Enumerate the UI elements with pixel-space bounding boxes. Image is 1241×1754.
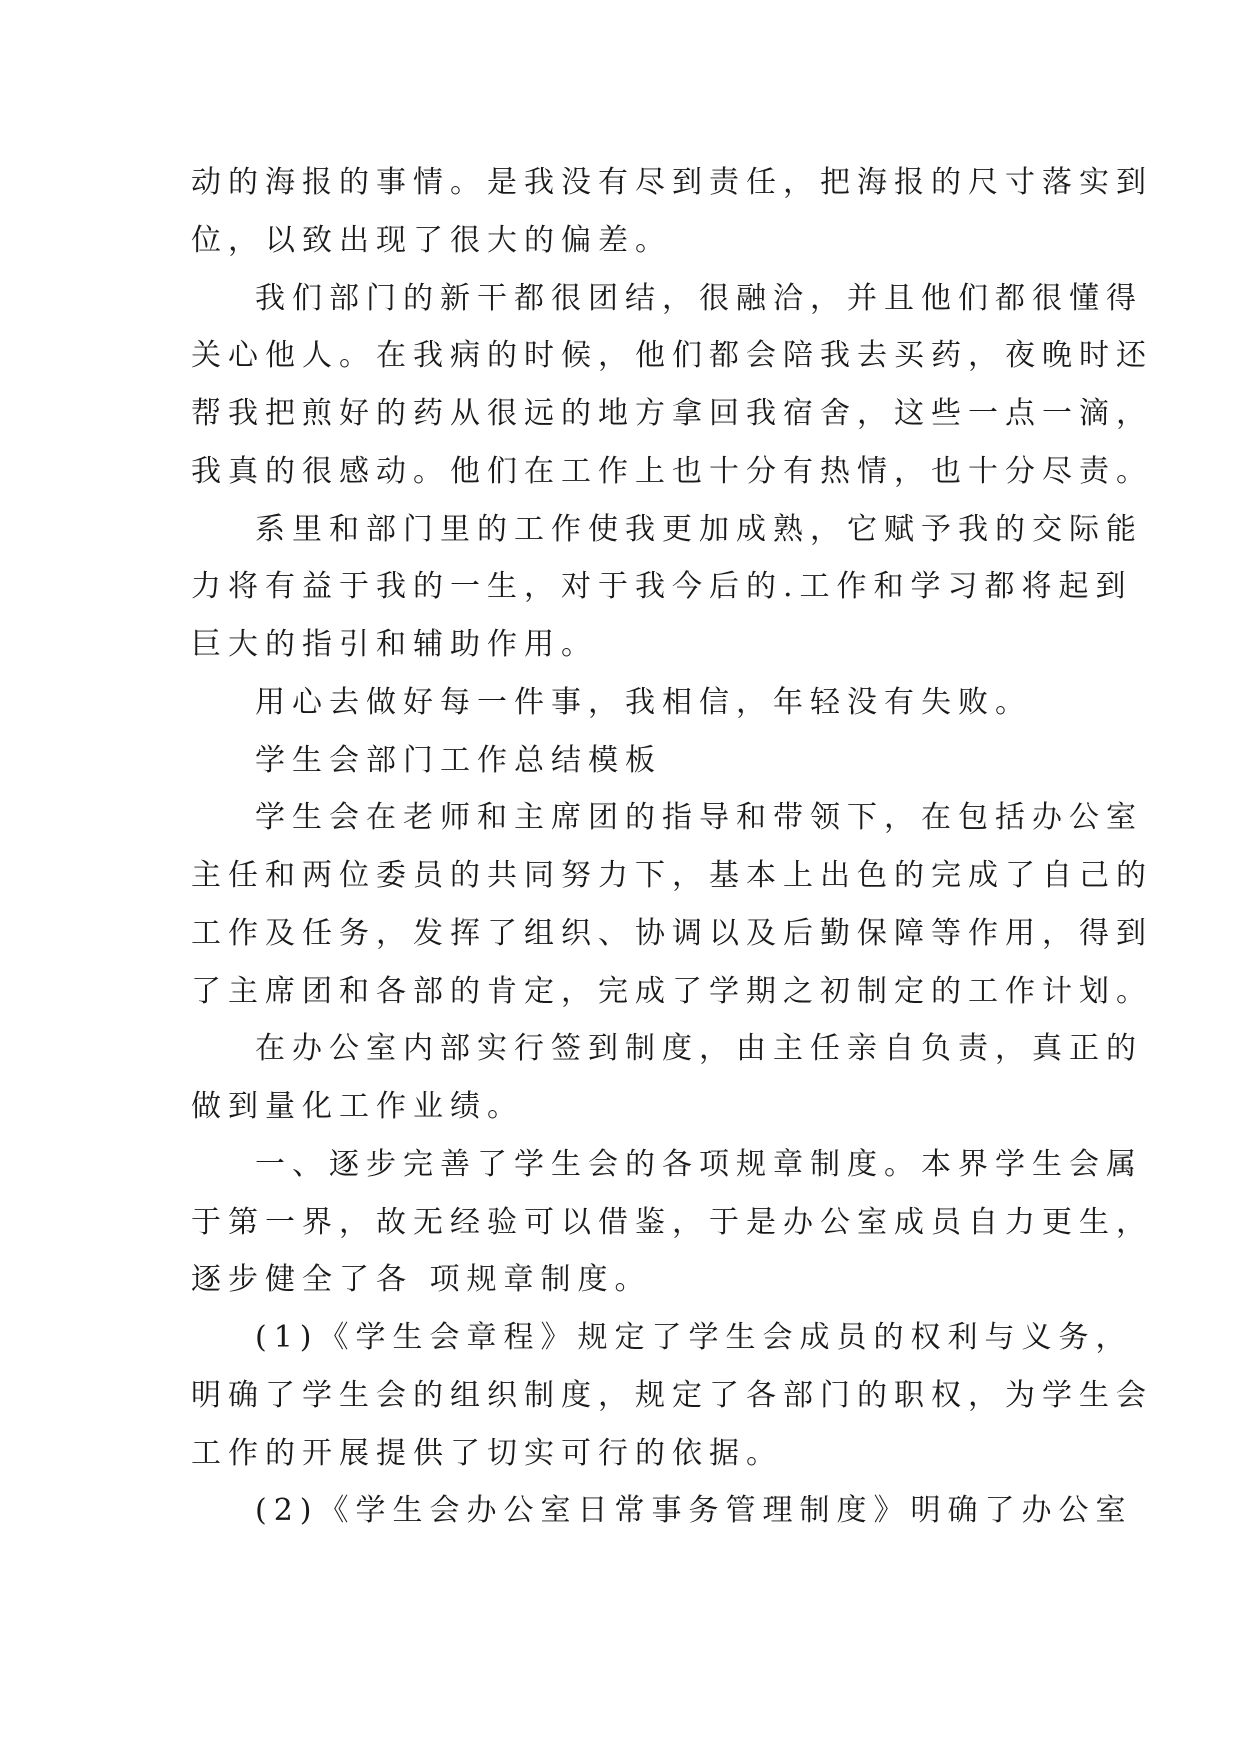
text-line: 工作的开展提供了切实可行的依据。: [191, 1436, 783, 1471]
text-line: 在办公室内部实行签到制度，由主任亲自负责，真正的: [255, 1031, 1143, 1066]
section-heading: 学生会部门工作总结模板: [255, 743, 662, 778]
text-line: (1)《学生会章程》规定了学生会成员的权利与义务，: [255, 1320, 1133, 1355]
text-line: 主任和两位委员的共同努力下，基本上出色的完成了自己的: [191, 858, 1153, 893]
text-line: 动的海报的事情。是我没有尽到责任，把海报的尺寸落实到: [191, 165, 1153, 200]
text-line: 了主席团和各部的肯定，完成了学期之初制定的工作计划。: [191, 974, 1153, 1009]
text-line: 明确了学生会的组织制度，规定了各部门的职权，为学生会: [191, 1378, 1153, 1413]
text-line: 做到量化工作业绩。: [191, 1089, 524, 1124]
text-line: 关心他人。在我病的时候，他们都会陪我去买药，夜晚时还: [191, 338, 1153, 373]
text-line: 于第一界，故无经验可以借鉴，于是办公室成员自力更生，: [191, 1205, 1153, 1240]
text-line: 力将有益于我的一生，对于我今后的.工作和学习都将起到: [191, 569, 1133, 604]
text-line: 我们部门的新干都很团结，很融洽，并且他们都很懂得: [255, 281, 1143, 316]
text-line: (2)《学生会办公室日常事务管理制度》明确了办公室: [255, 1493, 1133, 1528]
text-line: 位，以致出现了很大的偏差。: [191, 223, 672, 258]
text-line: 系里和部门里的工作使我更加成熟，它赋予我的交际能: [255, 512, 1143, 547]
text-line: 学生会在老师和主席团的指导和带领下，在包括办公室: [255, 800, 1143, 835]
text-line: 一、逐步完善了学生会的各项规章制度。本界学生会属: [255, 1147, 1143, 1182]
text-line: 用心去做好每一件事，我相信，年轻没有失败。: [255, 685, 1032, 720]
text-line: 帮我把煎好的药从很远的地方拿回我宿舍，这些一点一滴，: [191, 396, 1153, 431]
text-line: 工作及任务，发挥了组织、协调以及后勤保障等作用，得到: [191, 916, 1153, 951]
text-line: 我真的很感动。他们在工作上也十分有热情，也十分尽责。: [191, 454, 1153, 489]
text-line: 巨大的指引和辅助作用。: [191, 627, 598, 662]
text-line: 逐步健全了各 项规章制度。: [191, 1262, 652, 1297]
